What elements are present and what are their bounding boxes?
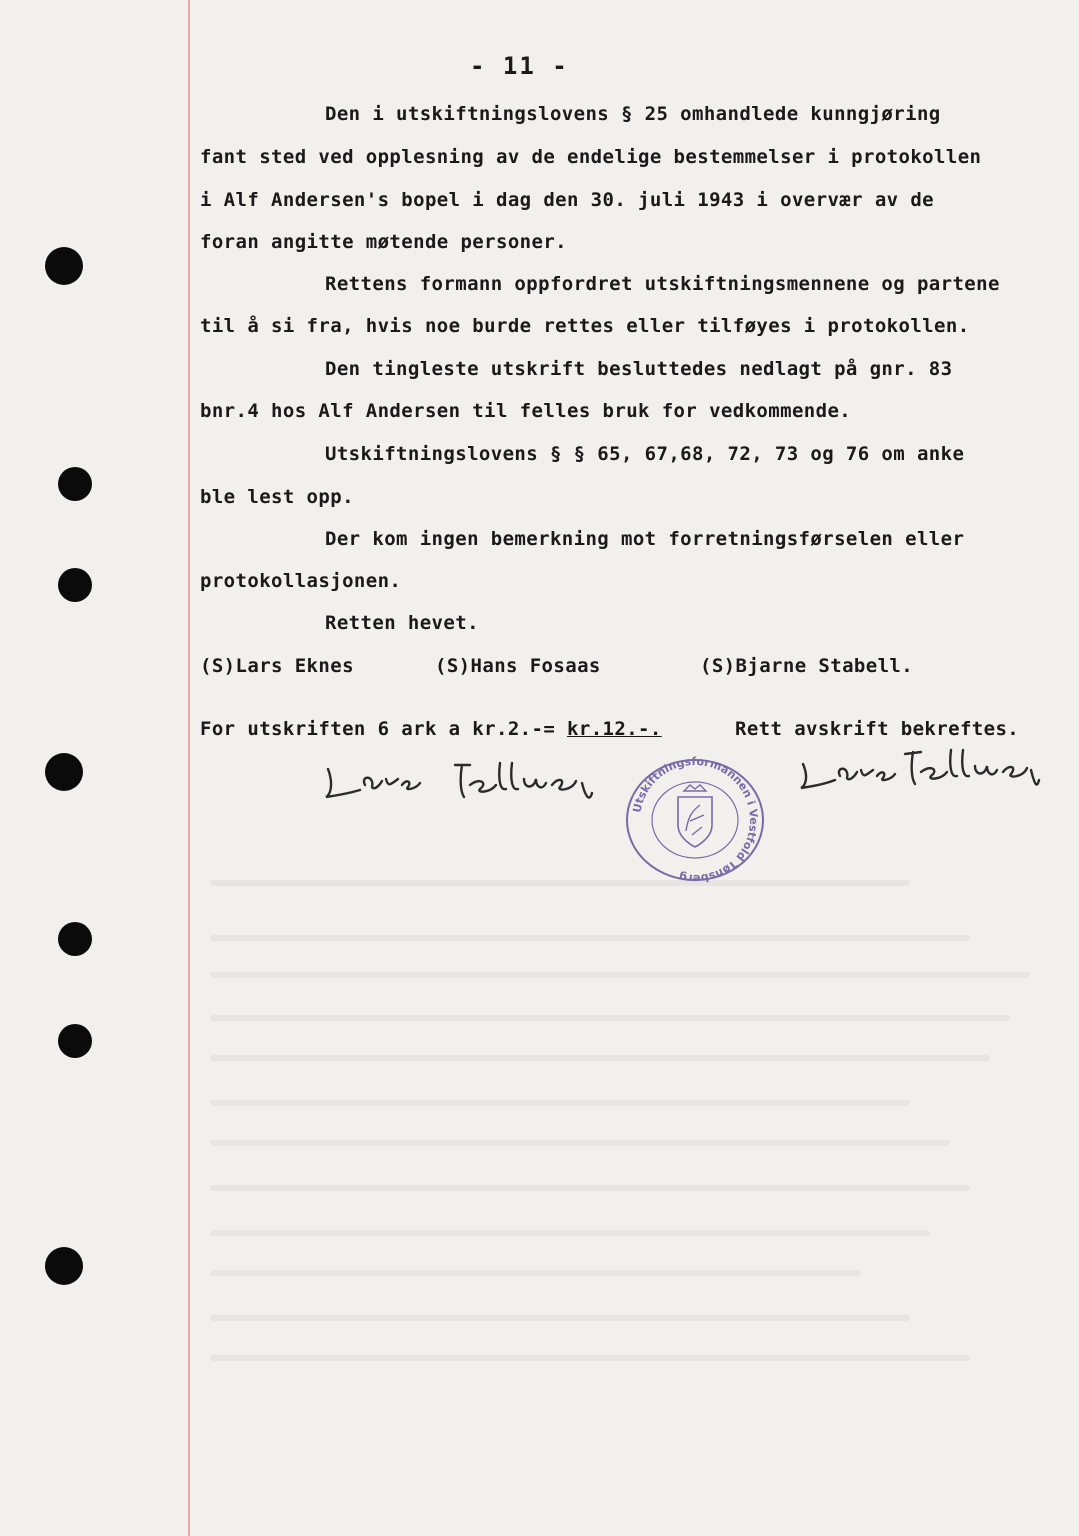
punch-hole-3	[58, 568, 92, 602]
official-stamp	[620, 755, 770, 885]
text-line: Den i utskiftningslovens § 25 omhandlede kunngjøring	[325, 103, 941, 125]
punch-hole-2	[58, 467, 92, 501]
text-line: fant sted ved opplesning av de endelige bestemmelser i protokollen	[200, 146, 982, 168]
punch-hole-7	[45, 1247, 83, 1285]
stamp-text: Utskiftningsformannen i Vestfold Tønsberg	[630, 755, 761, 885]
punch-hole-1	[45, 247, 83, 285]
bleed-through	[210, 1015, 1010, 1021]
text-line: Utskiftningslovens § § 65, 67,68, 72, 73 og 76 om anke	[325, 443, 965, 465]
bleed-through	[210, 972, 1030, 978]
fee-total: kr.12.-.	[567, 718, 662, 740]
bleed-through	[210, 1355, 970, 1361]
handwritten-signature-right-text: Lars Tellness	[795, 740, 803, 741]
typed-signature: (S)Bjarne Stabell.	[700, 655, 914, 677]
text-line: Der kom ingen bemerkning mot forretningsførselen eller	[325, 528, 965, 550]
bleed-through	[210, 1270, 860, 1276]
bleed-through	[210, 1100, 910, 1106]
red-margin-line	[188, 0, 190, 1536]
text-line: Den tingleste utskrift besluttedes nedlagt på gnr. 83	[325, 358, 953, 380]
handwritten-signature-left-text: Lars Tellness	[320, 755, 328, 756]
text-line: ble lest opp.	[200, 486, 354, 508]
text-line: i Alf Andersen's bopel i dag den 30. juli 1943 i overvær av de	[200, 189, 935, 211]
fee-line-prefix: For utskriften 6 ark a kr.2.-=	[200, 718, 556, 740]
bleed-through	[210, 1315, 910, 1321]
punch-hole-5	[58, 922, 92, 956]
page-number: - 11 -	[470, 52, 569, 80]
text-line: foran angitte møtende personer.	[200, 231, 568, 253]
certification: Rett avskrift bekreftes.	[735, 718, 1020, 740]
text-line: protokollasjonen.	[200, 570, 402, 592]
bleed-through	[210, 1140, 950, 1146]
text-line: bnr.4 hos Alf Andersen til felles bruk for vedkommende.	[200, 400, 852, 422]
handwritten-signature-right	[795, 740, 1045, 795]
handwritten-signature-left	[320, 755, 620, 805]
typed-signature: (S)Lars Eknes	[200, 655, 354, 677]
text-line: Retten hevet.	[325, 612, 479, 634]
text-line: Rettens formann oppfordret utskiftningsmennene og partene	[325, 273, 1000, 295]
punch-hole-4	[45, 753, 83, 791]
bleed-through	[210, 1230, 930, 1236]
fee-line	[200, 718, 662, 740]
text-line: til å si fra, hvis noe burde rettes eller tilføyes i protokollen.	[200, 315, 970, 337]
bleed-through	[210, 1185, 970, 1191]
bleed-through	[210, 880, 910, 886]
bleed-through	[210, 935, 970, 941]
typed-signature: (S)Hans Fosaas	[435, 655, 601, 677]
punch-hole-6	[58, 1024, 92, 1058]
bleed-through	[210, 1055, 990, 1061]
